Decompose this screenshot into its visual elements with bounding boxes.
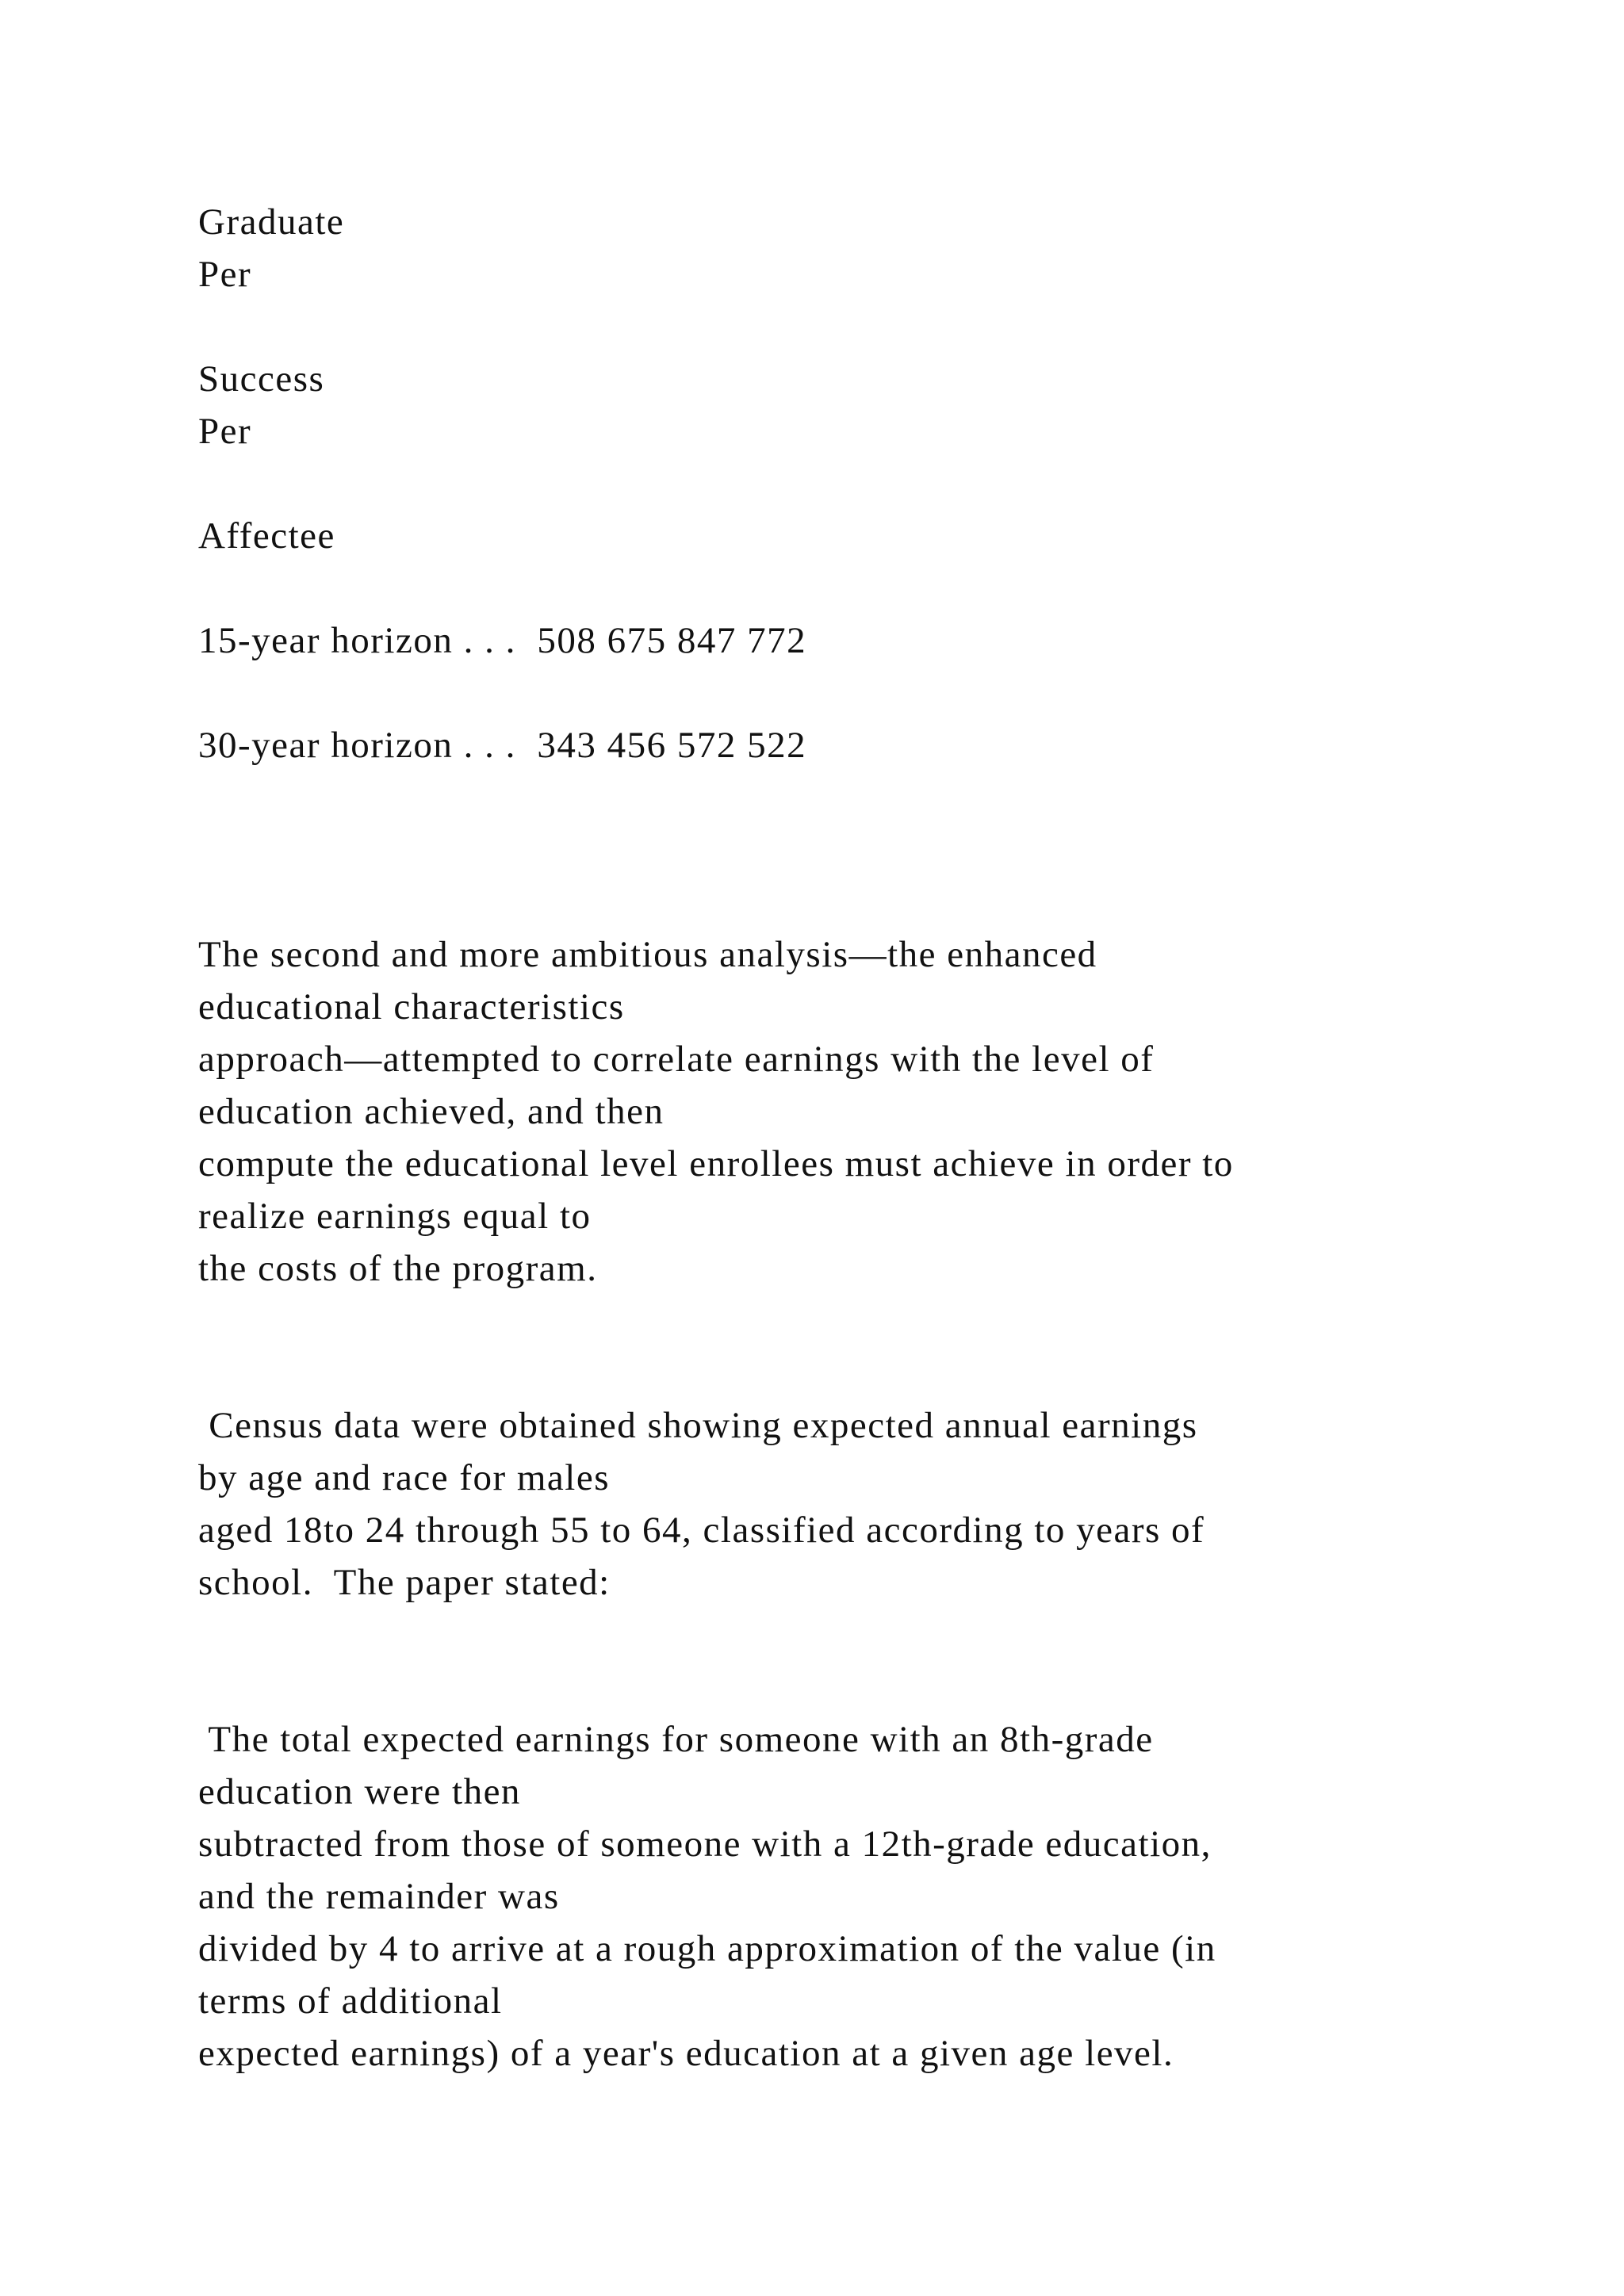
paragraph-line: by age and race for males [198, 1457, 610, 1498]
paragraph-line: expected earnings) of a year's education at a given age level. [198, 2033, 1174, 2074]
paragraph-line: divided by 4 to arrive at a rough approximation of the value (in [198, 1928, 1216, 1969]
paragraph-line: approach—attempted to correlate earnings with the level of [198, 1039, 1155, 1080]
spacer [198, 562, 1507, 614]
header-line: Success [198, 358, 325, 400]
paragraph-census-data [198, 1399, 1507, 1609]
paragraph-line: the costs of the program. [198, 1248, 598, 1289]
paragraph-line: education achieved, and then [198, 1091, 665, 1132]
paragraph-line: The total expected earnings for someone with an 8th-grade [198, 1719, 1154, 1760]
paragraph-enhanced-analysis [198, 928, 1507, 1295]
table-row: 30-year horizon . . . 343 456 572 522 [198, 725, 807, 766]
table-row: 15-year horizon . . . 508 675 847 772 [198, 620, 807, 661]
paragraph-line: school. The paper stated: [198, 1562, 611, 1603]
table-rows [198, 614, 1507, 771]
paragraph-line: education were then [198, 1771, 521, 1812]
header-line: Per [198, 254, 252, 295]
spacer [198, 1295, 1507, 1399]
paragraph-expected-earnings [198, 1713, 1507, 2080]
spacer [198, 771, 1507, 928]
header-line [198, 457, 1507, 510]
paragraph-line: terms of additional [198, 1980, 503, 2022]
spacer [198, 1609, 1507, 1713]
header-line: Affectee [198, 515, 335, 557]
spacer [198, 667, 1507, 719]
paragraph-line: and the remainder was [198, 1876, 560, 1917]
paragraph-line: subtracted from those of someone with a 12th-grade education, [198, 1823, 1212, 1865]
paragraph-line: compute the educational level enrollees must achieve in order to [198, 1143, 1234, 1184]
paragraph-line: realize earnings equal to [198, 1196, 592, 1237]
header-line: Graduate [198, 201, 345, 243]
document-body [198, 196, 1507, 2080]
table-header [198, 196, 1507, 562]
paragraph-line: Census data were obtained showing expected annual earnings [198, 1405, 1198, 1446]
paragraph-line: The second and more ambitious analysis—the enhanced [198, 934, 1097, 975]
header-line: Per [198, 411, 252, 452]
header-line [198, 300, 1507, 353]
paragraph-line: aged 18to 24 through 55 to 64, classified according to years of [198, 1510, 1205, 1551]
paragraph-line: educational characteristics [198, 986, 625, 1027]
